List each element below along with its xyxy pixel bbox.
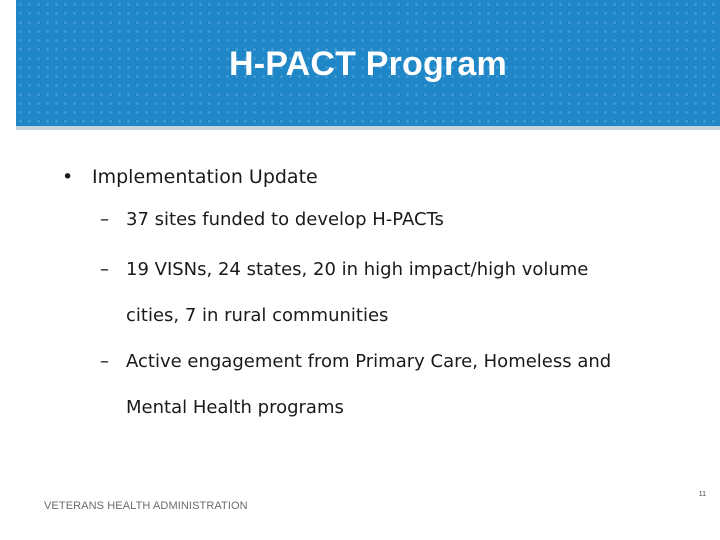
sub-item-visns xyxy=(100,247,588,339)
page-number: 11 xyxy=(698,491,706,498)
dash-marker: – xyxy=(100,259,109,280)
sub-item-sites xyxy=(100,197,444,243)
bullet-marker: • xyxy=(62,166,74,188)
sub-item-text: 19 VISNs, 24 states, 20 in high impact/high volume xyxy=(126,259,589,280)
sub-item-text-continued: cities, 7 in rural communities xyxy=(126,305,389,326)
dash-marker: – xyxy=(100,209,109,230)
sub-item-engagement xyxy=(100,339,611,431)
dash-marker: – xyxy=(100,351,109,372)
sub-item-text: 37 sites funded to develop H-PACTs xyxy=(126,209,444,230)
sub-item-text-continued: Mental Health programs xyxy=(126,397,344,418)
main-bullet xyxy=(60,165,318,189)
sub-item-text: Active engagement from Primary Care, Homeless and xyxy=(126,351,612,372)
main-bullet-text: Implementation Update xyxy=(92,166,318,188)
footer-label: VETERANS HEALTH ADMINISTRATION xyxy=(44,500,248,512)
slide-title: H-PACT Program xyxy=(229,45,507,83)
